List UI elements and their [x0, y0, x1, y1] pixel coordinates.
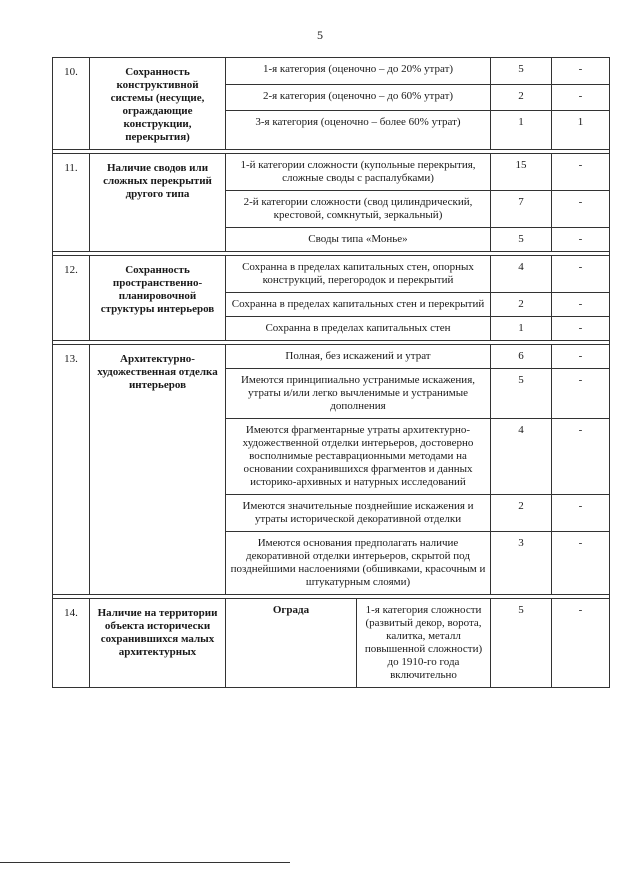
score-value: 6: [491, 345, 552, 369]
row-number: 13.: [53, 345, 90, 595]
category-description: 3-я категория (оценочно – более 60% утрат): [226, 111, 491, 150]
category-description: Сохранна в пределах капитальных стен, опорных конструкций, перегородок и перекрытий: [226, 256, 491, 293]
table-row: [53, 599, 610, 688]
table-row: [53, 256, 610, 293]
extra-value: -: [552, 419, 610, 495]
category-description: Имеются принципиально устранимые искажения, утраты и/или легко вычленимые и устранимые дополнения: [226, 369, 491, 419]
category-description: 2-я категория (оценочно – до 60% утрат): [226, 84, 491, 111]
category-description: Имеются значительные позднейшие искажения и утраты исторической декоративной отделки: [226, 495, 491, 532]
criterion-name: Сохранность конструктивной системы (несущие, ограждающие конструкции, перекрытия): [90, 58, 226, 150]
extra-value: -: [552, 191, 610, 228]
extra-value: 1: [552, 111, 610, 150]
score-value: 2: [491, 84, 552, 111]
subcriterion-name: Ограда: [226, 599, 357, 688]
table-row: [53, 154, 610, 191]
score-value: 4: [491, 256, 552, 293]
extra-value: -: [552, 532, 610, 595]
score-value: 4: [491, 419, 552, 495]
category-description: Полная, без искажений и утрат: [226, 345, 491, 369]
criteria-table: [52, 57, 610, 688]
category-description: Сохранна в пределах капитальных стен и перекрытий: [226, 293, 491, 317]
extra-value: -: [552, 154, 610, 191]
score-value: 7: [491, 191, 552, 228]
table-row: [53, 345, 610, 369]
category-description: 2-й категории сложности (свод цилиндрический, крестовой, сомкнутый, зеркальный): [226, 191, 491, 228]
score-value: 5: [491, 58, 552, 85]
extra-value: -: [552, 58, 610, 85]
row-number: 14.: [53, 599, 90, 688]
extra-value: -: [552, 495, 610, 532]
score-value: 2: [491, 293, 552, 317]
page-number: 5: [317, 28, 323, 42]
category-description: 1-й категории сложности (купольные перекрытия, сложные своды с распалубками): [226, 154, 491, 191]
extra-value: -: [552, 345, 610, 369]
category-description: 1-я категория сложности (развитый декор, ворота, калитка, металл повышенной сложности) до 1910-го года включительно: [357, 599, 491, 688]
score-value: 1: [491, 111, 552, 150]
footnote-divider: [0, 862, 290, 863]
score-value: 3: [491, 532, 552, 595]
category-description: 1-я категория (оценочно – до 20% утрат): [226, 58, 491, 85]
extra-value: -: [552, 84, 610, 111]
score-value: 15: [491, 154, 552, 191]
score-value: 5: [491, 369, 552, 419]
criterion-name: Архитектурно-художественная отделка интерьеров: [90, 345, 226, 595]
category-description: Имеются основания предполагать наличие декоративной отделки интерьеров, скрытой под позднейшими наслоениями (обшивками, красочным и штукатурным слоями): [226, 532, 491, 595]
extra-value: -: [552, 293, 610, 317]
row-number: 10.: [53, 58, 90, 150]
extra-value: -: [552, 599, 610, 688]
extra-value: -: [552, 369, 610, 419]
criterion-name: Наличие сводов или сложных перекрытий другого типа: [90, 154, 226, 252]
criterion-name: Сохранность пространственно-планировочной структуры интерьеров: [90, 256, 226, 341]
extra-value: -: [552, 317, 610, 341]
score-value: 5: [491, 599, 552, 688]
score-value: 2: [491, 495, 552, 532]
row-number: 12.: [53, 256, 90, 341]
category-description: Имеются фрагментарные утраты архитектурно-художественной отделки интерьеров, достоверно восполнимые реставрационными методами на основании сохранившихся фрагментов и данных историко-архивных и натурных исследований: [226, 419, 491, 495]
extra-value: -: [552, 256, 610, 293]
criterion-name: Наличие на территории объекта исторически сохранившихся малых архитектурных: [90, 599, 226, 688]
extra-value: -: [552, 228, 610, 252]
category-description: Сохранна в пределах капитальных стен: [226, 317, 491, 341]
score-value: 5: [491, 228, 552, 252]
category-description: Своды типа «Монье»: [226, 228, 491, 252]
score-value: 1: [491, 317, 552, 341]
table-row: [53, 58, 610, 85]
row-number: 11.: [53, 154, 90, 252]
